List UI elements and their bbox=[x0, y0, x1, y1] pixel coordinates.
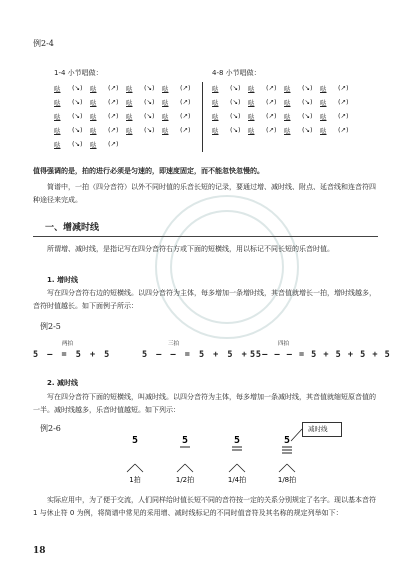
left-rhythm-cell: 哒 bbox=[90, 85, 97, 93]
left-rhythm-cell: 哒 bbox=[90, 127, 97, 135]
page-number: 18 bbox=[33, 546, 46, 556]
left-rhythm-cell: 哒 bbox=[54, 127, 61, 135]
left-rhythm-cell: (↘) bbox=[144, 98, 155, 106]
left-rhythm-cell: (↗) bbox=[108, 126, 119, 134]
section-paragraph: 所谓增、减时线，是指记写在四分音符右方或下面的短横线，用以标记不同长短的乐音时值。 bbox=[47, 245, 334, 253]
note-digit: 5 bbox=[233, 435, 241, 446]
right-rhythm-cell: 哒 bbox=[248, 99, 255, 107]
right-rhythm-cell: (↗) bbox=[266, 112, 277, 120]
left-rhythm-cell: 哒 bbox=[54, 85, 61, 93]
right-rhythm-cell: (↘) bbox=[230, 126, 241, 134]
right-rhythm-cell: 哒 bbox=[212, 127, 219, 135]
caption-two-beats: 两拍 bbox=[62, 341, 74, 347]
intro-paragraph: 简谱中，一拍（四分音符）以外不同时值的乐音长短的记录，要通过增、减时线、附点、延音线和连音符四种途径来完成。 bbox=[33, 183, 376, 204]
beat-bracket bbox=[177, 464, 185, 472]
right-rhythm-cell: 哒 bbox=[284, 113, 291, 121]
left-rhythm-cell: 哒 bbox=[126, 85, 133, 93]
example-2-4-label: 例2-4 bbox=[33, 39, 54, 48]
left-rhythm-cell: (↗) bbox=[108, 84, 119, 92]
emphasis-sentence: 值得强调的是，拍的进行必须是匀速的，即速度固定，而不能忽快忽慢的。 bbox=[33, 167, 264, 175]
right-rhythm-cell: 哒 bbox=[320, 99, 327, 107]
right-rhythm-cell: 哒 bbox=[212, 113, 219, 121]
subsection-1-paragraph: 写在四分音符右边的短横线。以四分音符为主体，每多增加一条增时线，其音值就增长一拍，增时线越多，音符时值越长。如下面例子所示： bbox=[33, 289, 376, 310]
left-rhythm-cell: (↗) bbox=[108, 98, 119, 106]
beat-label: 1拍 bbox=[129, 476, 141, 484]
left-rhythm-cell: 哒 bbox=[162, 99, 169, 107]
left-rhythm-cell: 哒 bbox=[162, 127, 169, 135]
left-rhythm-cell: 哒 bbox=[54, 113, 61, 121]
two-beat-expression: 5 — = 5 + 5 bbox=[33, 350, 112, 360]
left-rhythm-cell: 哒 bbox=[126, 99, 133, 107]
right-rhythm-cell: 哒 bbox=[320, 85, 327, 93]
left-rhythm-cell: (↘) bbox=[144, 84, 155, 92]
beat-bracket bbox=[287, 464, 295, 472]
right-rhythm-cell: (↘) bbox=[230, 112, 241, 120]
right-heading: 4-8 小节唱做： bbox=[212, 69, 261, 77]
right-rhythm-cell: 哒 bbox=[320, 127, 327, 135]
caption-four-beats: 四拍 bbox=[278, 341, 290, 347]
example-2-5-label: 例2-5 bbox=[40, 322, 61, 331]
callout-pointer bbox=[291, 429, 302, 441]
beat-label: 1/4拍 bbox=[227, 476, 247, 484]
left-rhythm-cell: (↘) bbox=[72, 126, 83, 134]
closing-paragraph: 实际应用中，为了便于交流，人们同样给时值长短不同的音符按一定的关系分别规定了名字。现以基本音符 1 与休止符 0 为例，将简谱中常见的采用增、减时线标记的不同时值音符及其名称的规定列举如下： bbox=[33, 496, 376, 517]
right-rhythm-cell: (↘) bbox=[230, 98, 241, 106]
right-rhythm-cell: (↗) bbox=[266, 84, 277, 92]
right-rhythm-cell: 哒 bbox=[212, 85, 219, 93]
left-rhythm-cell: 哒 bbox=[162, 113, 169, 121]
left-rhythm-cell: 哒 bbox=[90, 113, 97, 121]
right-rhythm-cell: (↘) bbox=[302, 98, 313, 106]
beat-label: 1/8拍 bbox=[277, 476, 297, 484]
left-rhythm-cell: (↘) bbox=[144, 112, 155, 120]
right-rhythm-cell: (↘) bbox=[302, 126, 313, 134]
note-digit: 5 bbox=[283, 435, 291, 446]
left-rhythm-cell: (↘) bbox=[72, 98, 83, 106]
right-rhythm-cell: (↗) bbox=[338, 98, 349, 106]
left-rhythm-cell: (↗) bbox=[180, 126, 191, 134]
note-digit: 5 bbox=[131, 435, 139, 446]
subsection-1-title: 1. 增时线 bbox=[47, 276, 78, 284]
left-rhythm-cell: 哒 bbox=[54, 99, 61, 107]
left-rhythm-cell: (↗) bbox=[108, 112, 119, 120]
subsection-2-paragraph: 写在四分音符下面的短横线，叫减时线。以四分音符为主体，每多增加一条减时线，其音值就缩短原音值的一半。减时线越多，乐音时值越短。如下列示： bbox=[33, 393, 376, 414]
left-rhythm-cell: (↗) bbox=[180, 112, 191, 120]
right-rhythm-cell: 哒 bbox=[284, 85, 291, 93]
beat-bracket bbox=[185, 464, 193, 472]
left-rhythm-cell: (↗) bbox=[180, 98, 191, 106]
right-rhythm-cell: (↗) bbox=[266, 126, 277, 134]
beat-bracket bbox=[279, 464, 287, 472]
right-rhythm-cell: 哒 bbox=[248, 85, 255, 93]
beat-bracket bbox=[229, 464, 237, 472]
right-rhythm-cell: (↗) bbox=[338, 112, 349, 120]
left-rhythm-cell: 哒 bbox=[162, 85, 169, 93]
left-rhythm-cell: 哒 bbox=[90, 99, 97, 107]
four-beat-expression: 5 — — — = 5 + 5 + 5 + 5 bbox=[250, 350, 391, 360]
beat-bracket bbox=[237, 464, 245, 472]
note-digit: 5 bbox=[181, 435, 189, 446]
left-rhythm-cell: 哒 bbox=[126, 127, 133, 135]
callout-label: 减时线 bbox=[308, 425, 328, 433]
section-title: 一、增减时线 bbox=[45, 223, 100, 233]
caption-three-beats: 三拍 bbox=[168, 341, 180, 347]
beat-bracket bbox=[135, 464, 143, 472]
right-rhythm-cell: (↘) bbox=[230, 84, 241, 92]
right-rhythm-cell: (↘) bbox=[302, 84, 313, 92]
right-rhythm-cell: 哒 bbox=[248, 113, 255, 121]
left-rhythm-cell: (↗) bbox=[108, 140, 119, 148]
right-rhythm-cell: (↘) bbox=[302, 112, 313, 120]
right-rhythm-cell: (↗) bbox=[338, 126, 349, 134]
left-rhythm-cell: 哒 bbox=[90, 141, 97, 149]
beat-label: 1/2拍 bbox=[175, 476, 195, 484]
right-rhythm-cell: (↗) bbox=[266, 98, 277, 106]
right-rhythm-cell: 哒 bbox=[320, 113, 327, 121]
right-rhythm-cell: 哒 bbox=[248, 127, 255, 135]
example-2-6-label: 例2-6 bbox=[40, 424, 61, 433]
right-rhythm-cell: 哒 bbox=[212, 99, 219, 107]
left-rhythm-cell: (↘) bbox=[72, 112, 83, 120]
left-rhythm-cell: (↗) bbox=[180, 84, 191, 92]
three-beat-expression: 5 — — = 5 + 5 + 5 bbox=[142, 350, 263, 360]
left-heading: 1-4 小节唱做： bbox=[54, 69, 103, 77]
right-rhythm-cell: (↗) bbox=[338, 84, 349, 92]
right-rhythm-cell: 哒 bbox=[284, 99, 291, 107]
beat-bracket bbox=[127, 464, 135, 472]
subsection-2-title: 2. 减时线 bbox=[47, 379, 78, 387]
left-rhythm-cell: 哒 bbox=[126, 113, 133, 121]
left-rhythm-cell: (↘) bbox=[144, 126, 155, 134]
left-rhythm-cell: (↘) bbox=[72, 84, 83, 92]
left-rhythm-cell: 哒 bbox=[54, 141, 61, 149]
right-rhythm-cell: 哒 bbox=[284, 127, 291, 135]
left-rhythm-cell: (↘) bbox=[72, 140, 83, 148]
